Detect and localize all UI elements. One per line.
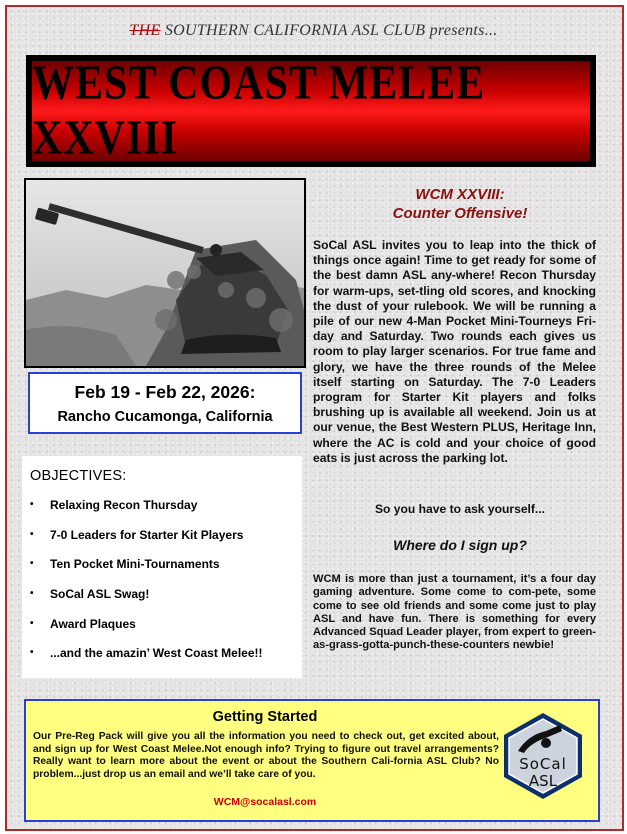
objectives-list	[22, 498, 263, 676]
socal-asl-logo	[500, 711, 586, 801]
contact-email-link[interactable]: WCM@socalasl.com	[213, 796, 317, 808]
objective-item: • Relaxing Recon Thursday	[22, 498, 263, 528]
objective-item: • 7-0 Leaders for Starter Kit Players	[22, 528, 263, 558]
bullet-icon: •	[30, 558, 34, 570]
tank-image	[26, 180, 304, 366]
tank-photo	[24, 178, 306, 368]
title-banner	[26, 55, 596, 167]
bullet-icon: •	[30, 647, 34, 659]
article-closing: WCM is more than just a tournament, it’s a four day gaming adventure. Some come to com-pete, some come to see old friends and some come just to play ASL and have fun. There is something for every Advanced Squad Leader player, from expert to green-as-grass-gotta-punch-these-counters newbie!	[313, 573, 596, 652]
objective-item: • ...and the amazin’ West Coast Melee!!	[22, 646, 263, 676]
article-heading: WCM XXVIII:	[415, 186, 505, 203]
article-intro: SoCal ASL invites you to leap into the thick of things once again! Time to get ready for some of the best damn ASL any-where! Recon Thursday for warm-ups, set-tling old scores, and knocking the dust of your rulebook. We will be running a pile of our new 4-Man Pocket Mini-Tourneys Fri-day and Saturday. Two rounds each gives us room to play larger scenarios. For true fame and glory, we have the three rounds of the Melee itself starting on Saturday. The 7-0 Leaders program for Starter Kit players and folks brushing up is available all weekend. Join us at our venue, the Best Western PLUS, Heritage Inn, where the AC is cold and your choice of good eats is just across the parking lot.	[313, 238, 596, 465]
event-location: Rancho Cucamonga, California	[57, 409, 273, 425]
logo-line-2: ASL	[528, 772, 558, 790]
hex-logo-icon	[500, 711, 586, 801]
event-title: WEST COAST MELEE XXVIII	[32, 56, 486, 166]
ask-line: So you have to ask yourself...	[374, 502, 546, 516]
bullet-icon: •	[30, 528, 34, 540]
objective-item: • SoCal ASL Swag!	[22, 587, 263, 617]
header-text: SOUTHERN CALIFORNIA ASL CLUB presents...	[164, 22, 498, 39]
bullet-icon: •	[30, 499, 34, 510]
logo-line-1: SoCal	[519, 755, 567, 773]
getting-started-text: Our Pre-Reg Pack will give you all the information you need to check out, get excited about, and sign up for West Coast Melee.Not enough info? Trying to figure out travel arrangements? Really want to learn more about the event or about the Southern Cali-fornia ASL Club? No problem...just drop us an email and we’ll take care of you.	[33, 731, 499, 780]
event-date-box	[28, 372, 302, 434]
getting-started-title: Getting Started	[212, 709, 318, 725]
objectives-title: OBJECTIVES:	[30, 468, 127, 484]
objectives-box	[22, 456, 302, 678]
objective-item: • Ten Pocket Mini-Tournaments	[22, 557, 263, 587]
banner-inner	[32, 56, 590, 166]
objective-item: • Award Plaques	[22, 617, 263, 647]
event-dates: Feb 19 - Feb 22, 2026:	[74, 382, 256, 402]
article-subheading: Counter Offensive!	[392, 205, 528, 222]
bullet-icon: •	[30, 588, 34, 600]
header-the: THE	[129, 22, 161, 39]
bullet-icon: •	[30, 617, 34, 629]
signup-question: Where do I sign up?	[393, 537, 527, 553]
club-header	[0, 22, 627, 40]
